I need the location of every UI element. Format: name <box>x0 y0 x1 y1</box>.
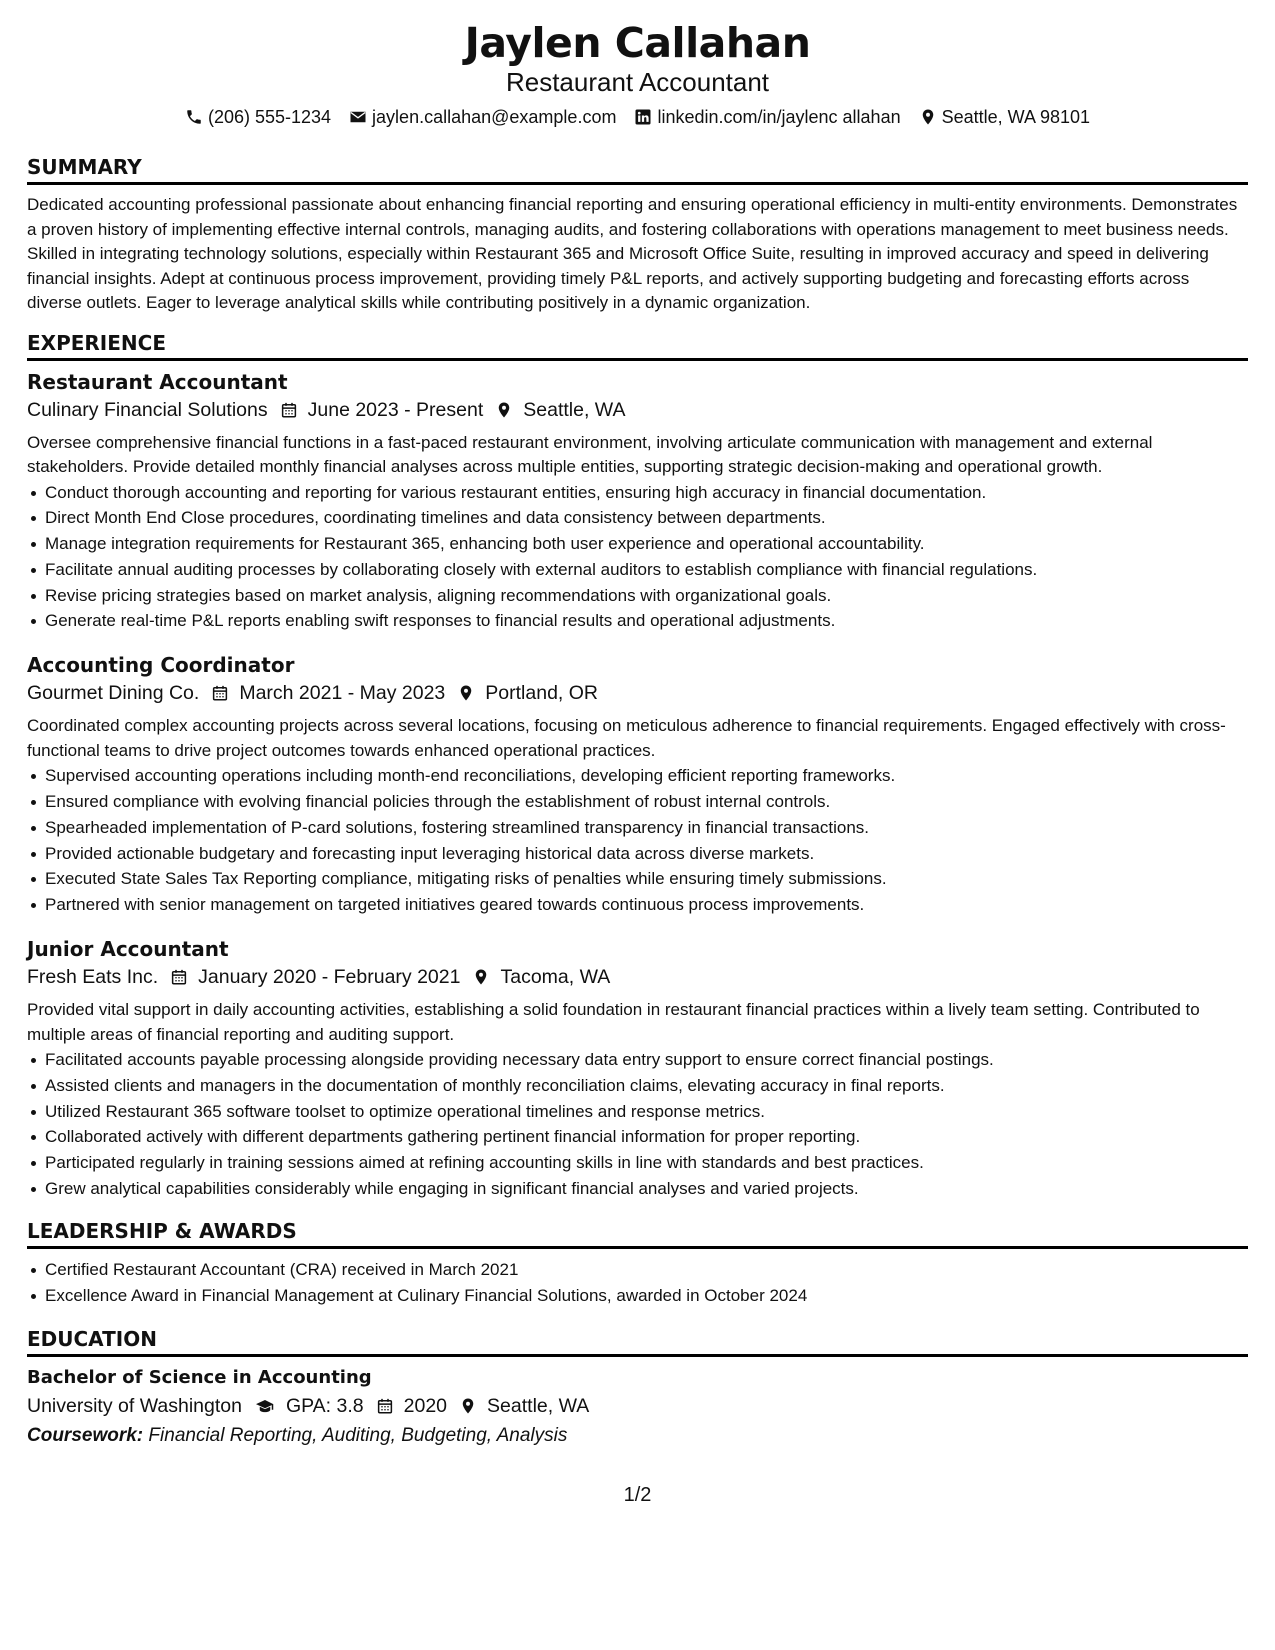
map-pin-icon <box>457 684 475 702</box>
map-pin-icon <box>919 108 937 126</box>
summary-heading: SUMMARY <box>27 154 1248 185</box>
job-meta <box>27 678 1248 708</box>
job-location: Tacoma, WA <box>500 966 611 989</box>
coursework-text: Financial Reporting, Auditing, Budgeting, Analysis <box>148 1425 568 1447</box>
degree-title: Bachelor of Science in Accounting <box>27 1367 372 1389</box>
job-company: Gourmet Dining Co. <box>27 682 200 705</box>
job-title: Accounting Coordinator <box>27 653 295 678</box>
awards-list <box>27 1257 1248 1309</box>
map-pin-icon <box>472 968 490 986</box>
job-title: Junior Accountant <box>27 937 229 962</box>
school-name: University of Washington <box>27 1395 242 1418</box>
job-entry <box>27 369 1248 635</box>
gpa: GPA: 3.8 <box>285 1395 364 1418</box>
list-item: Collaborated actively with different departments gathering pertinent financial information for proper reporting. <box>27 1124 1248 1150</box>
job-entry <box>27 936 1248 1202</box>
list-item: Conduct thorough accounting and reporting for various restaurant entities, ensuring high accuracy in financial documentation. <box>27 480 1248 506</box>
list-item: Participated regularly in training sessions aimed at refining accounting skills in line with standards and best practices. <box>27 1150 1248 1176</box>
job-dates: June 2023 - Present <box>307 398 484 421</box>
job-title: Restaurant Accountant <box>27 369 288 394</box>
job-dates: March 2021 - May 2023 <box>239 682 446 705</box>
list-item: Manage integration requirements for Restaurant 365, enhancing both user experience and operational accountability. <box>27 531 1248 557</box>
phone-text: (206) 555-1234 <box>207 107 332 127</box>
list-item: Assisted clients and managers in the documentation of monthly reconciliation claims, elevating accuracy in final reports. <box>27 1073 1248 1099</box>
list-item: Generate real-time P&L reports enabling swift responses to financial results and operational adjustments. <box>27 608 1248 634</box>
experience-heading: EXPERIENCE <box>27 330 1248 361</box>
list-item: Spearheaded implementation of P-card solutions, fostering streamlined transparency in financial transactions. <box>27 815 1248 841</box>
envelope-icon <box>349 108 367 126</box>
candidate-name: Jaylen Callahan <box>464 19 811 67</box>
list-item: Provided actionable budgetary and forecasting input leveraging historical data across diverse markets. <box>27 841 1248 867</box>
job-location: Portland, OR <box>485 682 598 705</box>
contact-location <box>919 106 1090 128</box>
education-meta <box>27 1391 1248 1421</box>
job-meta <box>27 962 1248 992</box>
contact-bar <box>27 106 1248 128</box>
list-item: Grew analytical capabilities considerably while engaging in significant financial analyses and varied projects. <box>27 1176 1248 1202</box>
map-pin-icon <box>459 1397 477 1415</box>
job-bullets <box>27 480 1248 635</box>
job-dates: January 2020 - February 2021 <box>198 966 461 989</box>
awards-heading: LEADERSHIP & AWARDS <box>27 1218 1248 1249</box>
education-heading: EDUCATION <box>27 1326 1248 1357</box>
coursework-label: Coursework: <box>27 1425 144 1447</box>
job-description: Provided vital support in daily accounting activities, establishing a solid foundation in restaurant financial practices within a lively team setting. Contributed to multiple areas of financial reporting and auditing support. <box>27 1000 1200 1044</box>
job-company: Fresh Eats Inc. <box>27 966 159 989</box>
summary-section <box>27 154 1248 316</box>
calendar-icon <box>211 684 229 702</box>
list-item: Supervised accounting operations including month-end reconciliations, developing efficient reporting frameworks. <box>27 763 1248 789</box>
resume-header <box>27 18 1248 128</box>
list-item: Facilitate annual auditing processes by collaborating closely with external auditors to establish compliance with financial regulations. <box>27 557 1248 583</box>
list-item: Certified Restaurant Accountant (CRA) received in March 2021 <box>27 1257 1248 1283</box>
graduation-cap-icon <box>254 1397 276 1415</box>
calendar-icon <box>170 968 188 986</box>
page-number: 1/2 <box>623 1484 652 1506</box>
education-section <box>27 1326 1248 1451</box>
email-text: jaylen.callahan@example.com <box>372 107 617 127</box>
job-bullets <box>27 763 1248 918</box>
map-pin-icon <box>495 401 513 419</box>
job-meta <box>27 395 1248 425</box>
summary-text: Dedicated accounting professional passionate about enhancing financial reporting and ensuring operational efficiency in multi-entity environments. Demonstrates a proven history of implementing effective internal controls, managing audits, and fostering collaborations with operations management to meet business needs. Skilled in integrating technology solutions, especially within Restaurant 365 and Microsoft Office Suite, resulting in improved accuracy and speed in delivering financial insights. Adept at continuous process improvement, providing timely P&L reports, and actively supporting budgeting and forecasting efforts across diverse outlets. Eager to leverage analytical skills while contributing positively in a dynamic organization. <box>27 195 1238 312</box>
list-item: Partnered with senior management on targeted initiatives geared towards continuous process improvements. <box>27 892 1248 918</box>
list-item: Ensured compliance with evolving financial policies through the establishment of robust internal controls. <box>27 789 1248 815</box>
experience-section <box>27 330 1248 1202</box>
coursework <box>27 1421 1248 1451</box>
school-location: Seattle, WA <box>487 1395 590 1418</box>
job-company: Culinary Financial Solutions <box>27 398 268 421</box>
job-description: Coordinated complex accounting projects across several locations, focusing on meticulous adherence to financial requirements. Engaged effectively with cross-functional teams to drive project outcomes towards enhanced operational practices. <box>27 716 1226 760</box>
list-item: Direct Month End Close procedures, coordinating timelines and data consistency between departments. <box>27 505 1248 531</box>
awards-section <box>27 1218 1248 1309</box>
linkedin-icon <box>634 108 652 126</box>
calendar-icon <box>376 1397 394 1415</box>
list-item: Revise pricing strategies based on market analysis, aligning recommendations with organizational goals. <box>27 583 1248 609</box>
list-item: Utilized Restaurant 365 software toolset to optimize operational timelines and response metrics. <box>27 1099 1248 1125</box>
contact-linkedin[interactable] <box>634 106 900 128</box>
calendar-icon <box>280 401 298 419</box>
contact-phone[interactable] <box>185 106 331 128</box>
job-location: Seattle, WA <box>523 398 626 421</box>
linkedin-text: linkedin.com/in/jaylenc allahan <box>657 107 901 127</box>
contact-email[interactable] <box>349 106 616 128</box>
candidate-title: Restaurant Accountant <box>505 67 770 97</box>
list-item: Excellence Award in Financial Management at Culinary Financial Solutions, awarded in October 2024 <box>27 1283 1248 1309</box>
job-entry <box>27 652 1248 918</box>
list-item: Executed State Sales Tax Reporting compliance, mitigating risks of penalties while ensuring timely submissions. <box>27 866 1248 892</box>
job-bullets <box>27 1047 1248 1202</box>
job-description: Oversee comprehensive financial functions in a fast-paced restaurant environment, involving articulate communication with management and external stakeholders. Provide detailed monthly financial analyses across multiple entities, supporting strategic decision-making and operational growth. <box>27 432 1153 476</box>
graduation-year: 2020 <box>403 1395 448 1418</box>
phone-icon <box>185 108 203 126</box>
location-text: Seattle, WA 98101 <box>941 107 1091 127</box>
list-item: Facilitated accounts payable processing alongside providing necessary data entry support to ensure correct financial postings. <box>27 1047 1248 1073</box>
